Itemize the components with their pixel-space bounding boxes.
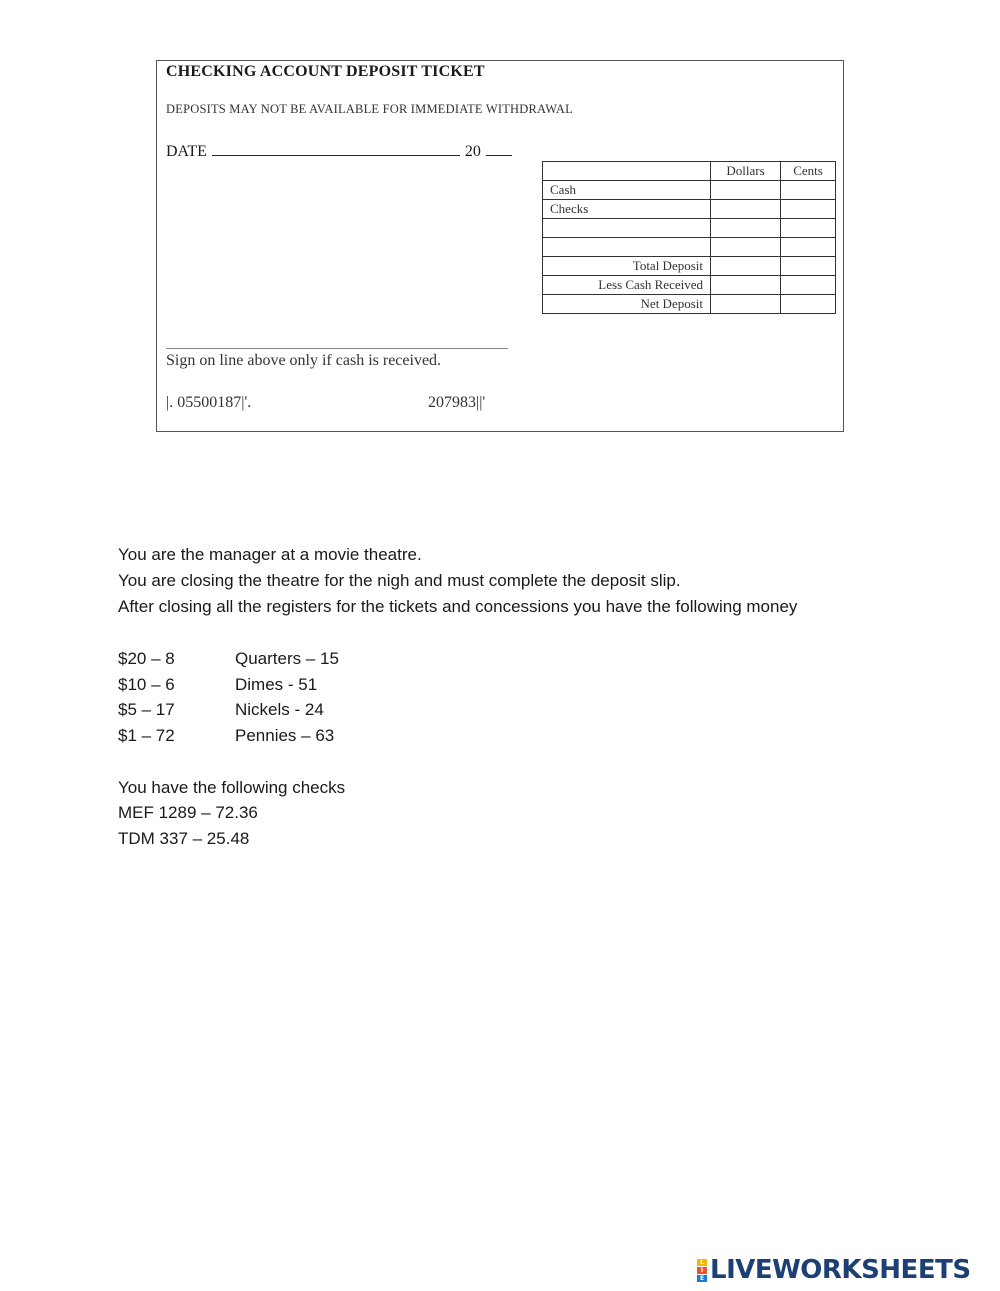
logo-block: I <box>697 1267 707 1274</box>
header-blank-cell <box>543 162 711 181</box>
net-dollars-input[interactable] <box>711 295 781 314</box>
bill-count-10: $10 – 6 <box>118 675 175 694</box>
row-blank-label-input[interactable] <box>543 219 711 238</box>
routing-number: |. 05500187|'. <box>166 394 252 411</box>
coin-count-nickels: Nickels - 24 <box>235 700 324 719</box>
header-cents: Cents <box>781 162 836 181</box>
date-label: DATE <box>166 143 207 160</box>
bill-count-1: $1 – 72 <box>118 726 175 745</box>
deposit-ticket <box>156 60 844 432</box>
deposit-amounts-table <box>542 161 836 314</box>
instruction-line-2: You are closing the theatre for the nigh and must complete the deposit slip. <box>118 571 681 590</box>
cash-dollars-input[interactable] <box>711 181 781 200</box>
total-dollars-input[interactable] <box>711 257 781 276</box>
row-checks <box>543 200 836 219</box>
liveworksheets-logo <box>697 1255 971 1285</box>
ticket-title: CHECKING ACCOUNT DEPOSIT TICKET <box>166 63 485 80</box>
instruction-line-3: After closing all the registers for the tickets and concessions you have the following money <box>118 597 798 616</box>
logo-block: L <box>697 1259 707 1266</box>
row-blank-label-input[interactable] <box>543 238 711 257</box>
blank2-cents-input[interactable] <box>781 238 836 257</box>
net-cents-input[interactable] <box>781 295 836 314</box>
coin-count-dimes: Dimes - 51 <box>235 675 318 694</box>
blank2-dollars-input[interactable] <box>711 238 781 257</box>
instruction-line-1: You are the manager at a movie theatre. <box>118 545 422 564</box>
row-label: Total Deposit <box>543 257 711 276</box>
row-cash <box>543 181 836 200</box>
bill-count-20: $20 – 8 <box>118 649 175 668</box>
blank1-dollars-input[interactable] <box>711 219 781 238</box>
less-cash-dollars-input[interactable] <box>711 276 781 295</box>
check-item: MEF 1289 – 72.36 <box>118 803 258 822</box>
checks-dollars-input[interactable] <box>711 200 781 219</box>
row-label: Checks <box>543 200 711 219</box>
row-label: Less Cash Received <box>543 276 711 295</box>
total-cents-input[interactable] <box>781 257 836 276</box>
year-input-line[interactable] <box>486 140 512 156</box>
coin-count-quarters: Quarters – 15 <box>235 649 339 668</box>
checks-heading: You have the following checks <box>118 778 346 797</box>
account-number: 207983||' <box>428 394 486 411</box>
header-dollars: Dollars <box>711 162 781 181</box>
checks-cents-input[interactable] <box>781 200 836 219</box>
date-row <box>166 140 512 161</box>
less-cash-cents-input[interactable] <box>781 276 836 295</box>
signature-note: Sign on line above only if cash is received. <box>166 352 442 369</box>
row-blank-1 <box>543 219 836 238</box>
coin-count-pennies: Pennies – 63 <box>235 726 335 745</box>
row-less-cash <box>543 276 836 295</box>
bill-count-5: $5 – 17 <box>118 700 175 719</box>
year-prefix: 20 <box>464 143 481 160</box>
row-label: Cash <box>543 181 711 200</box>
logo-block: E <box>697 1275 707 1282</box>
check-item: TDM 337 – 25.48 <box>118 829 250 848</box>
logo-text: LIVEWORKSHEETS <box>710 1255 971 1285</box>
signature-line[interactable] <box>166 348 508 349</box>
row-net-deposit <box>543 295 836 314</box>
ticket-notice: DEPOSITS MAY NOT BE AVAILABLE FOR IMMEDIATE WITHDRAWAL <box>166 102 573 116</box>
cash-cents-input[interactable] <box>781 181 836 200</box>
blank1-cents-input[interactable] <box>781 219 836 238</box>
row-label: Net Deposit <box>543 295 711 314</box>
row-total-deposit <box>543 257 836 276</box>
logo-blocks-icon <box>697 1259 707 1282</box>
table-header-row <box>543 162 836 181</box>
date-input-line[interactable] <box>212 140 460 156</box>
row-blank-2 <box>543 238 836 257</box>
